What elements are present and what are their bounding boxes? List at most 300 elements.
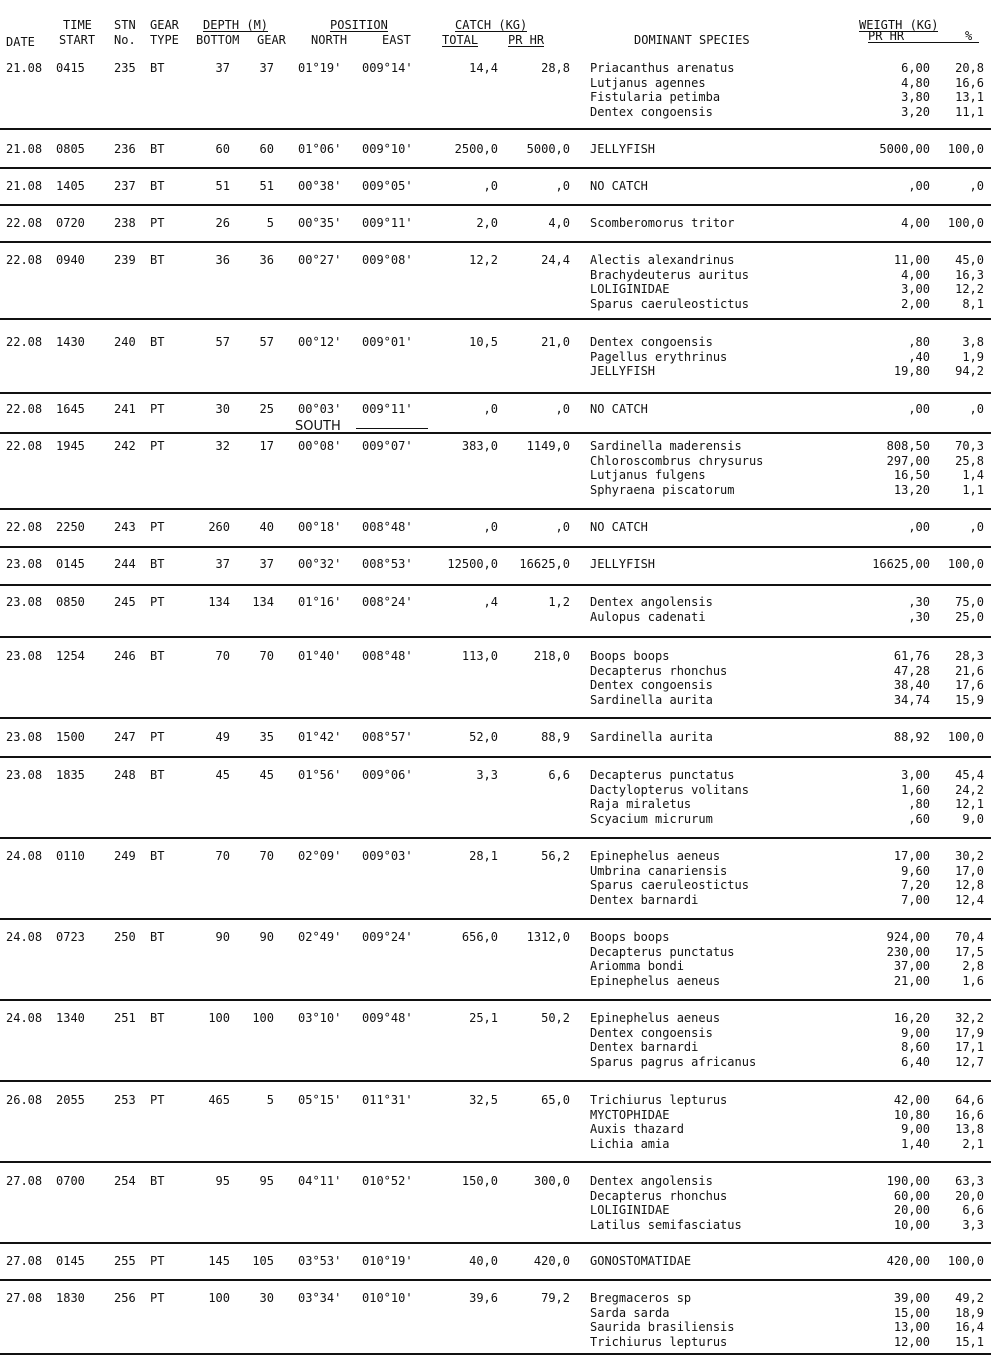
cell-date: 21.08 (6, 142, 43, 156)
cell-date: 24.08 (6, 849, 43, 863)
cell-total: ,0 (483, 520, 498, 534)
cell-east: 009°08' (362, 253, 413, 267)
cell-gear: BT (150, 253, 165, 267)
species-weight-prhr: ,40 (908, 349, 930, 364)
cell-gear: BT (150, 179, 165, 193)
species-weight-pct: 16,3 (955, 267, 984, 282)
species-weight-prhr: ,00 (908, 402, 930, 416)
species-name: Sarda sarda (590, 1305, 670, 1320)
species-weight-pct: 12,8 (955, 878, 984, 893)
cell-geard: 35 (259, 730, 274, 744)
species-weight-prhr: 88,92 (893, 730, 930, 744)
cell-prhr: 420,0 (533, 1254, 570, 1268)
header-catch-prhr: PR HR (508, 33, 545, 47)
cell-east: 010°52' (362, 1174, 413, 1188)
cell-date: 21.08 (6, 61, 43, 75)
cell-north: 00°08' (298, 439, 342, 453)
species-name: Priacanthus arenatus (590, 61, 735, 75)
species-name: Decapterus rhonchus (590, 663, 728, 678)
row-separator (0, 1161, 991, 1163)
cell-geard: 70 (259, 849, 274, 863)
cell-gear: BT (150, 142, 165, 156)
species-name: Trichiurus lepturus (590, 1093, 728, 1107)
cell-geard: 70 (259, 649, 274, 663)
species-name: Saurida brasiliensis (590, 1320, 735, 1335)
species-weight-pct: 70,4 (955, 930, 984, 944)
cell-time: 1340 (56, 1011, 85, 1025)
table-row (0, 1174, 991, 1234)
cell-gear: PT (150, 730, 165, 744)
cell-date: 23.08 (6, 595, 43, 609)
species-weight-pct: 64,6 (955, 1093, 984, 1107)
cell-north: 01°19' (298, 61, 342, 75)
cell-date: 22.08 (6, 253, 43, 267)
cell-total: 12,2 (469, 253, 498, 267)
species-weight-prhr: 4,80 (901, 75, 930, 90)
species-weight-prhr: 3,00 (901, 282, 930, 297)
cell-gear: BT (150, 61, 165, 75)
row-separator (0, 999, 991, 1001)
species-weight-prhr: ,30 (908, 609, 930, 624)
cell-geard: 5 (266, 1093, 274, 1107)
cell-prhr: 65,0 (541, 1093, 570, 1107)
species-weight-prhr: 13,00 (893, 1320, 930, 1335)
cell-east: 009°07' (362, 439, 413, 453)
species-weight-pct: 15,1 (955, 1335, 984, 1350)
species-weight-prhr: 16625,00 (872, 557, 930, 571)
species-weight-pct: 63,3 (955, 1174, 984, 1188)
species-name: Latilus semifasciatus (590, 1218, 742, 1233)
cell-prhr: 1149,0 (526, 439, 570, 453)
cell-total: 150,0 (461, 1174, 498, 1188)
cell-east: 009°24' (362, 930, 413, 944)
species-weight-prhr: ,00 (908, 179, 930, 193)
table-row (0, 1093, 991, 1153)
header-position-north: NORTH (311, 33, 348, 47)
species-weight-prhr: 3,00 (901, 768, 930, 782)
cell-gear: BT (150, 930, 165, 944)
cell-north: 03°10' (298, 1011, 342, 1025)
species-weight-pct: 49,2 (955, 1291, 984, 1305)
species-name: JELLYFISH (590, 142, 656, 156)
species-weight-pct: 1,6 (962, 974, 984, 989)
south-marker-rule (356, 428, 428, 429)
species-name: Boops boops (590, 930, 670, 944)
species-weight-prhr: 39,00 (893, 1291, 930, 1305)
cell-prhr: 4,0 (548, 216, 570, 230)
species-weight-pct: 6,6 (962, 1203, 984, 1218)
species-name: NO CATCH (590, 179, 648, 193)
cell-date: 22.08 (6, 402, 43, 416)
species-name: Auxis thazard (590, 1122, 684, 1137)
cell-bottom: 70 (215, 649, 230, 663)
cell-stn: 255 (114, 1254, 136, 1268)
species-weight-pct: 24,2 (955, 782, 984, 797)
cell-prhr: ,0 (555, 179, 570, 193)
cell-stn: 245 (114, 595, 136, 609)
cell-gear: PT (150, 402, 165, 416)
cell-time: 1500 (56, 730, 85, 744)
cell-north: 00°18' (298, 520, 342, 534)
species-name: Epinephelus aeneus (590, 1011, 721, 1025)
cell-total: 28,1 (469, 849, 498, 863)
species-name: Scomberomorus tritor (590, 216, 735, 230)
header-date: DATE (6, 35, 35, 49)
cell-bottom: 37 (215, 61, 230, 75)
cell-bottom: 57 (215, 335, 230, 349)
species-weight-pct: 25,8 (955, 453, 984, 468)
row-separator (0, 432, 991, 434)
cell-stn: 238 (114, 216, 136, 230)
cell-east: 008°48' (362, 649, 413, 663)
header-gear-type: TYPE (150, 33, 179, 47)
species-weight-prhr: 19,80 (893, 364, 930, 379)
row-separator (0, 546, 991, 548)
species-name: Sardinella maderensis (590, 439, 742, 453)
cell-total: 2,0 (476, 216, 498, 230)
species-weight-prhr: 9,00 (901, 1025, 930, 1040)
species-name: Alectis alexandrinus (590, 253, 735, 267)
cell-bottom: 100 (208, 1011, 230, 1025)
species-weight-prhr: 10,00 (893, 1218, 930, 1233)
cell-stn: 237 (114, 179, 136, 193)
species-weight-prhr: 21,00 (893, 974, 930, 989)
species-name: Dentex angolensis (590, 595, 713, 609)
species-weight-pct: 13,8 (955, 1122, 984, 1137)
species-weight-prhr: 420,00 (886, 1254, 930, 1268)
cell-gear: PT (150, 520, 165, 534)
cell-time: 1835 (56, 768, 85, 782)
cell-time: 0720 (56, 216, 85, 230)
species-weight-pct: 17,0 (955, 863, 984, 878)
cell-date: 27.08 (6, 1291, 43, 1305)
cell-stn: 253 (114, 1093, 136, 1107)
species-weight-prhr: 4,00 (901, 267, 930, 282)
row-separator (0, 204, 991, 206)
species-name: Sparus pagrus africanus (590, 1055, 757, 1070)
cell-geard: 105 (252, 1254, 274, 1268)
cell-stn: 248 (114, 768, 136, 782)
species-name: Lichia amia (590, 1137, 670, 1152)
species-weight-prhr: 9,60 (901, 863, 930, 878)
species-weight-prhr: 9,00 (901, 1122, 930, 1137)
row-separator (0, 1242, 991, 1244)
header-position-group: POSITION (330, 18, 388, 32)
cell-date: 22.08 (6, 216, 43, 230)
species-name: Umbrina canariensis (590, 863, 728, 878)
species-weight-pct: 12,7 (955, 1055, 984, 1070)
cell-gear: BT (150, 335, 165, 349)
cell-geard: 40 (259, 520, 274, 534)
cell-total: 39,6 (469, 1291, 498, 1305)
species-weight-prhr: 924,00 (886, 930, 930, 944)
table-row (0, 930, 991, 990)
cell-bottom: 37 (215, 557, 230, 571)
cell-date: 24.08 (6, 930, 43, 944)
cell-east: 008°24' (362, 595, 413, 609)
cell-geard: 134 (252, 595, 274, 609)
cell-time: 1645 (56, 402, 85, 416)
cell-prhr: 1,2 (548, 595, 570, 609)
species-weight-prhr: 34,74 (893, 693, 930, 708)
species-weight-pct: 12,2 (955, 282, 984, 297)
row-separator (0, 128, 991, 130)
species-name: Sardinella aurita (590, 730, 713, 744)
cell-gear: BT (150, 1174, 165, 1188)
cell-east: 010°10' (362, 1291, 413, 1305)
cell-bottom: 36 (215, 253, 230, 267)
cell-prhr: 16625,0 (519, 557, 570, 571)
species-weight-pct: ,0 (969, 402, 984, 416)
cell-north: 02°09' (298, 849, 342, 863)
cell-east: 009°03' (362, 849, 413, 863)
species-weight-prhr: 5000,00 (879, 142, 930, 156)
species-weight-prhr: 47,28 (893, 663, 930, 678)
cell-gear: PT (150, 216, 165, 230)
species-name: Sparus caeruleostictus (590, 297, 749, 312)
species-name: Dentex congoensis (590, 105, 713, 120)
header-gear: GEAR (150, 18, 179, 32)
species-weight-prhr: 3,20 (901, 105, 930, 120)
species-weight-pct: 3,3 (962, 1218, 984, 1233)
header-catch-group: CATCH (KG) (455, 18, 528, 32)
cell-prhr: 1312,0 (526, 930, 570, 944)
species-weight-prhr: 3,80 (901, 90, 930, 105)
species-name: MYCTOPHIDAE (590, 1107, 670, 1122)
cell-time: 0723 (56, 930, 85, 944)
cell-time: 1405 (56, 179, 85, 193)
species-name: Dentex congoensis (590, 335, 713, 349)
species-weight-pct: 25,0 (955, 609, 984, 624)
cell-east: 010°19' (362, 1254, 413, 1268)
species-weight-prhr: 16,20 (893, 1011, 930, 1025)
cell-date: 26.08 (6, 1093, 43, 1107)
species-weight-pct: 20,8 (955, 61, 984, 75)
species-weight-pct: 75,0 (955, 595, 984, 609)
cell-time: 0940 (56, 253, 85, 267)
header-catch-total: TOTAL (442, 33, 479, 47)
header-depth-group: DEPTH (M) (203, 18, 269, 32)
cell-stn: 241 (114, 402, 136, 416)
row-separator (0, 717, 991, 719)
species-name: NO CATCH (590, 520, 648, 534)
cell-east: 009°05' (362, 179, 413, 193)
cell-geard: 45 (259, 768, 274, 782)
header-weight-group: WEIGTH (KG) (859, 18, 939, 32)
cell-bottom: 49 (215, 730, 230, 744)
species-name: Decapterus punctatus (590, 944, 735, 959)
cell-north: 03°34' (298, 1291, 342, 1305)
species-weight-pct: 13,1 (955, 90, 984, 105)
species-weight-prhr: 15,00 (893, 1305, 930, 1320)
cell-geard: 60 (259, 142, 274, 156)
cell-gear: PT (150, 595, 165, 609)
species-weight-pct: 1,4 (962, 468, 984, 483)
species-weight-pct: 11,1 (955, 105, 984, 120)
species-name: Boops boops (590, 649, 670, 663)
cell-geard: 30 (259, 1291, 274, 1305)
species-weight-prhr: 7,00 (901, 893, 930, 908)
species-name: Decapterus punctatus (590, 768, 735, 782)
species-name: Epinephelus aeneus (590, 974, 721, 989)
cell-time: 2250 (56, 520, 85, 534)
cell-north: 01°16' (298, 595, 342, 609)
cell-stn: 242 (114, 439, 136, 453)
cell-time: 0110 (56, 849, 85, 863)
cell-east: 008°53' (362, 557, 413, 571)
cell-prhr: ,0 (555, 520, 570, 534)
header-time-start: START (59, 33, 96, 47)
cell-north: 01°40' (298, 649, 342, 663)
cell-prhr: 5000,0 (526, 142, 570, 156)
species-weight-prhr: ,60 (908, 812, 930, 827)
cell-time: 0805 (56, 142, 85, 156)
cell-stn: 254 (114, 1174, 136, 1188)
header-weight-pct: % (965, 29, 973, 43)
cell-stn: 249 (114, 849, 136, 863)
cell-east: 008°57' (362, 730, 413, 744)
cell-geard: 100 (252, 1011, 274, 1025)
cell-prhr: 79,2 (541, 1291, 570, 1305)
species-name: Pagellus erythrinus (590, 349, 728, 364)
species-weight-prhr: 190,00 (886, 1174, 930, 1188)
species-weight-pct: 18,9 (955, 1305, 984, 1320)
species-weight-pct: 1,9 (962, 349, 984, 364)
species-weight-prhr: 61,76 (893, 649, 930, 663)
cell-stn: 235 (114, 61, 136, 75)
cell-bottom: 70 (215, 849, 230, 863)
cell-stn: 247 (114, 730, 136, 744)
cell-bottom: 260 (208, 520, 230, 534)
cell-total: 32,5 (469, 1093, 498, 1107)
cell-total: 25,1 (469, 1011, 498, 1025)
cell-gear: BT (150, 1011, 165, 1025)
table-row (0, 439, 991, 499)
species-weight-pct: 9,0 (962, 812, 984, 827)
species-name: Dentex barnardi (590, 1040, 699, 1055)
cell-east: 009°01' (362, 335, 413, 349)
cell-total: 12500,0 (447, 557, 498, 571)
row-separator (0, 1080, 991, 1082)
species-weight-prhr: 10,80 (893, 1107, 930, 1122)
cell-gear: BT (150, 649, 165, 663)
cell-east: 009°06' (362, 768, 413, 782)
species-weight-prhr: ,80 (908, 335, 930, 349)
species-weight-pct: 8,1 (962, 297, 984, 312)
cell-gear: BT (150, 768, 165, 782)
species-weight-pct: 2,1 (962, 1137, 984, 1152)
species-weight-prhr: 17,00 (893, 849, 930, 863)
species-weight-pct: 16,6 (955, 75, 984, 90)
cell-geard: 90 (259, 930, 274, 944)
cell-gear: PT (150, 1254, 165, 1268)
species-weight-pct: 28,3 (955, 649, 984, 663)
cell-prhr: ,0 (555, 402, 570, 416)
species-weight-pct: 12,4 (955, 893, 984, 908)
cell-total: 383,0 (461, 439, 498, 453)
cell-total: 113,0 (461, 649, 498, 663)
south-hemisphere-label: SOUTH (295, 419, 341, 434)
cell-date: 23.08 (6, 730, 43, 744)
species-name: Sardinella aurita (590, 693, 713, 708)
cell-prhr: 24,4 (541, 253, 570, 267)
species-weight-pct: 32,2 (955, 1011, 984, 1025)
cell-stn: 239 (114, 253, 136, 267)
species-weight-prhr: 42,00 (893, 1093, 930, 1107)
header-dominant-species: DOMINANT SPECIES (634, 33, 750, 47)
cell-date: 27.08 (6, 1254, 43, 1268)
species-name: JELLYFISH (590, 364, 656, 379)
cell-north: 04°11' (298, 1174, 342, 1188)
cell-east: 009°11' (362, 216, 413, 230)
table-row (0, 768, 991, 828)
species-weight-pct: 15,9 (955, 693, 984, 708)
species-name: Trichiurus lepturus (590, 1335, 728, 1350)
cell-north: 00°38' (298, 179, 342, 193)
cell-stn: 246 (114, 649, 136, 663)
cell-time: 2055 (56, 1093, 85, 1107)
species-weight-pct: 100,0 (947, 1254, 984, 1268)
cell-bottom: 465 (208, 1093, 230, 1107)
cell-bottom: 32 (215, 439, 230, 453)
cell-total: ,0 (483, 179, 498, 193)
row-separator (0, 508, 991, 510)
species-weight-pct: 2,8 (962, 959, 984, 974)
cell-prhr: 6,6 (548, 768, 570, 782)
species-weight-pct: ,0 (969, 520, 984, 534)
species-name: Decapterus rhonchus (590, 1188, 728, 1203)
row-separator (0, 584, 991, 586)
species-weight-prhr: ,80 (908, 797, 930, 812)
species-weight-pct: 70,3 (955, 439, 984, 453)
cell-bottom: 30 (215, 402, 230, 416)
row-separator (0, 392, 991, 394)
row-separator (0, 918, 991, 920)
cell-prhr: 300,0 (533, 1174, 570, 1188)
cell-east: 009°11' (362, 402, 413, 416)
cell-bottom: 134 (208, 595, 230, 609)
cell-north: 03°53' (298, 1254, 342, 1268)
cell-north: 00°32' (298, 557, 342, 571)
species-weight-pct: 3,8 (962, 335, 984, 349)
table-row (0, 61, 991, 121)
species-weight-pct: 17,1 (955, 1040, 984, 1055)
species-name: Sphyraena piscatorum (590, 483, 735, 498)
cell-date: 22.08 (6, 439, 43, 453)
header-depth-gear: GEAR (257, 33, 286, 47)
species-name: Chloroscombrus chrysurus (590, 453, 764, 468)
species-weight-pct: 45,0 (955, 253, 984, 267)
cell-prhr: 50,2 (541, 1011, 570, 1025)
cell-prhr: 88,9 (541, 730, 570, 744)
cell-total: 2500,0 (454, 142, 498, 156)
cell-date: 22.08 (6, 335, 43, 349)
species-name: Brachydeuterus auritus (590, 267, 749, 282)
species-weight-prhr: 13,20 (893, 483, 930, 498)
cell-east: 009°10' (362, 142, 413, 156)
species-name: Dentex congoensis (590, 678, 713, 693)
table-header (0, 0, 991, 52)
header-time: TIME (63, 18, 92, 32)
cell-stn: 240 (114, 335, 136, 349)
species-name: Lutjanus fulgens (590, 468, 706, 483)
cell-geard: 57 (259, 335, 274, 349)
species-weight-prhr: 37,00 (893, 959, 930, 974)
species-weight-pct: 17,9 (955, 1025, 984, 1040)
species-weight-prhr: 6,40 (901, 1055, 930, 1070)
species-weight-pct: 17,5 (955, 944, 984, 959)
species-name: Scyacium micrurum (590, 812, 713, 827)
